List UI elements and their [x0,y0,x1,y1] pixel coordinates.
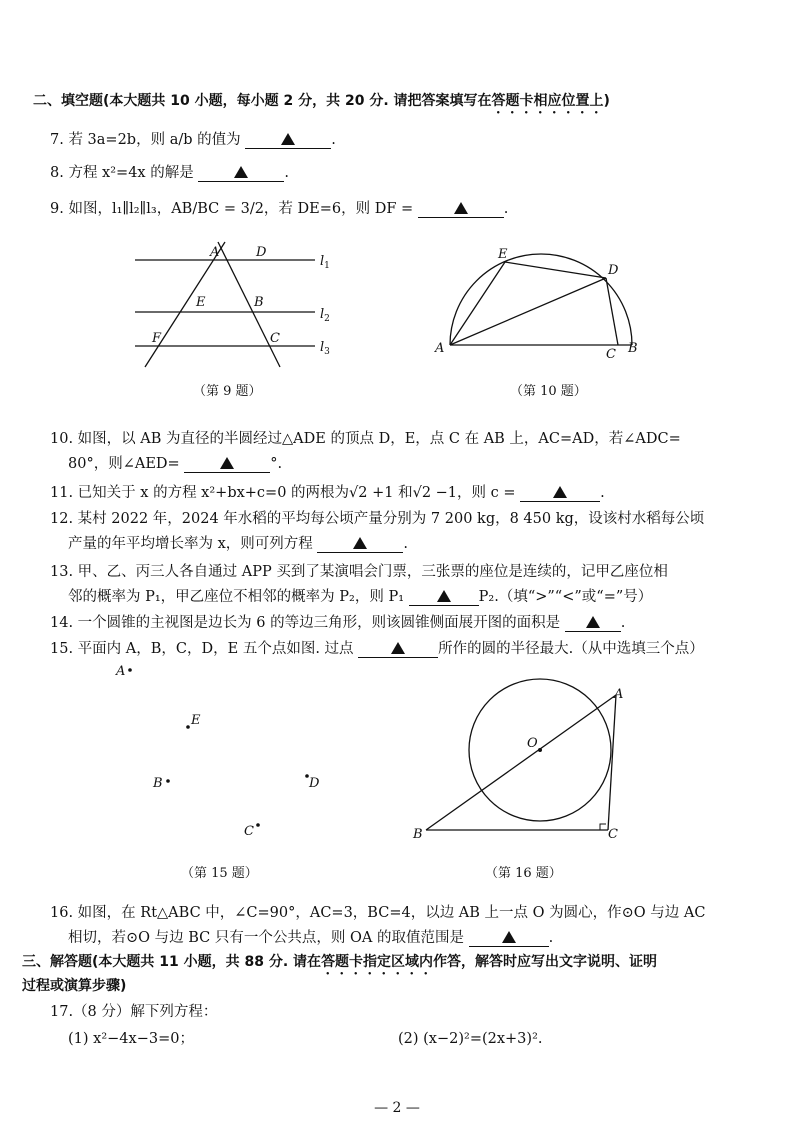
label-C: C [608,827,618,842]
question-7-text: 7. 若 3a=2b，则 a/b 的值为 [50,132,241,148]
question-13-end: P₂.（填“>”“<”或“=”号） [478,589,653,605]
label-l3: $l_3$ [320,340,330,357]
question-12-end: . [403,536,409,552]
question-16-text: 相切，若⊙O 与边 BC 只有一个公共点，则 OA 的取值范围是 [68,930,464,946]
question-11-end: . [600,485,605,501]
label-D: D [608,263,619,278]
triangle-marker-icon [353,537,367,549]
figure-10-caption: （第 10 题） [510,384,587,399]
figure-15-caption: （第 15 题） [181,866,258,881]
question-16-end: . [548,930,554,946]
question-14-end: . [620,615,626,631]
triangle-marker-icon [454,202,468,214]
figure-9-caption: （第 9 题） [193,384,262,399]
label-B: B [628,341,638,356]
right-angle-mark [600,824,606,830]
label-F: F [152,331,162,346]
transversal-ac [145,242,225,367]
point-A [128,668,132,672]
label-A: A [435,341,445,356]
question-10-line1: 10. 如图，以 AB 为直径的半圆经过△ADE 的顶点 D，E，点 C 在 AB 上，AC=AD，若∠ADC= [50,431,681,447]
label-D: D [309,776,320,791]
label-C: C [270,331,280,346]
label-E: E [498,247,508,262]
triangle-marker-icon [391,642,405,654]
point-C [256,823,260,827]
side-ac [608,695,616,830]
section-3-heading-rest: 作答，解答时应写出文字说明、证明 [433,954,658,970]
question-10-line2 [68,455,282,473]
label-C: C [606,347,616,362]
label-E: E [196,295,206,310]
answer-blank-16[interactable] [469,929,549,947]
question-9 [50,200,508,218]
answer-blank-15[interactable] [358,640,438,658]
point-E [186,725,190,729]
answer-blank-13[interactable] [409,588,479,606]
question-14-text: 14. 一个圆锥的主视图是边长为 6 的等边三角形，则该圆锥侧面展开图的面积是 [50,615,561,631]
question-8-end: . [284,165,289,181]
question-13-line2 [68,588,652,606]
answer-blank-11[interactable] [520,484,600,502]
question-7 [50,131,336,149]
figure-9 [130,232,350,372]
question-15 [50,640,704,658]
question-10-text: 80°，则∠AED= [68,456,180,472]
label-A: A [614,687,624,702]
question-17-title: 17.（8 分）解下列方程： [50,1004,218,1020]
section-3-heading [22,953,657,978]
label-D: D [256,245,267,260]
triangle-marker-icon [502,931,516,943]
label-l2: $l_2$ [320,307,330,324]
question-8-text: 8. 方程 x²=4x 的解是 [50,165,194,181]
answer-blank-12[interactable] [317,535,403,553]
label-E: E [191,713,201,728]
question-11 [50,484,605,502]
question-8 [50,164,289,182]
question-12-line2 [68,535,408,553]
center-o [538,748,542,752]
section-2-heading-text: 二、填空题(本大题共 10 小题，每小题 2 分，共 20 分. 请把答案填写在 [33,93,492,109]
question-13-line1: 13. 甲、乙、丙三人各自通过 APP 买到了某演唱会门票，三张票的座位是连续的，记甲乙座位相 [50,564,668,580]
question-16-line2 [68,929,553,947]
label-A: A [210,245,220,260]
segment-ed [505,262,606,278]
triangle-marker-icon [220,457,234,469]
page-number: — 2 — [374,1100,420,1116]
question-11-text: 11. 已知关于 x 的方程 x²+bx+c=0 的两根为√2 +1 和√2 −1，则 c = [50,485,516,501]
triangle-marker-icon [281,133,295,145]
section-2-heading-emphasis: 答题卡相应位置上 [491,93,604,109]
side-ab [426,695,616,830]
answer-blank-9[interactable] [418,200,504,218]
segment-ad [450,278,606,345]
question-16-line1: 16. 如图，在 Rt△ABC 中，∠C=90°，AC=3，BC=4，以边 AB 上一点 O 为圆心，作⊙O 与边 AC [50,905,706,921]
figure-16 [410,680,640,850]
label-B: B [153,776,163,791]
label-A: A [116,664,126,679]
section-3-heading-line2: 过程或演算步骤) [22,978,127,994]
triangle-marker-icon [586,616,600,628]
question-9-end: . [503,201,509,217]
figure-16-caption: （第 16 题） [485,866,562,881]
triangle-marker-icon [437,590,451,602]
answer-blank-7[interactable] [245,131,331,149]
answer-blank-8[interactable] [198,164,284,182]
answer-blank-14[interactable] [565,614,621,632]
figure-15 [110,660,330,840]
question-15-end: 所作的圆的半径最大.（从中选填三个点） [438,641,704,657]
section-2-heading-close: ) [603,93,610,109]
answer-blank-10[interactable] [184,455,270,473]
question-17-part1: (1) x²−4x−3=0； [68,1031,194,1047]
section-2-heading [33,92,610,117]
question-12-line1: 12. 某村 2022 年，2024 年水稻的平均每公顷产量分别为 7 200 kg，8 450 kg，设该村水稻每公顷 [50,511,705,527]
label-l1: $l_1$ [320,254,330,271]
label-B: B [254,295,264,310]
question-7-end: . [331,132,336,148]
triangle-marker-icon [553,486,567,498]
label-O: O [527,736,538,751]
question-10-end: °. [270,456,283,472]
label-B: B [413,827,423,842]
section-3-heading-emphasis: 答题卡指定区域内 [321,954,434,970]
point-B [166,779,170,783]
label-C: C [244,824,254,839]
triangle-marker-icon [234,166,248,178]
section-3-heading-text: 三、解答题(本大题共 11 小题，共 88 分. 请在 [22,954,322,970]
question-12-text: 产量的年平均增长率为 x，则可列方程 [68,536,313,552]
question-9-text: 9. 如图，l₁∥l₂∥l₃，AB/BC = 3/2，若 DE=6，则 DF = [50,201,414,217]
question-17-part2: (2) (x−2)²=(2x+3)². [398,1031,543,1047]
question-15-text: 15. 平面内 A，B，C，D，E 五个点如图. 过点 [50,641,354,657]
question-13-text: 邻的概率为 P₁，甲乙座位不相邻的概率为 P₂，则 P₁ [68,589,405,605]
figure-10 [430,240,660,365]
question-14 [50,614,625,632]
transversal-df [218,242,280,367]
